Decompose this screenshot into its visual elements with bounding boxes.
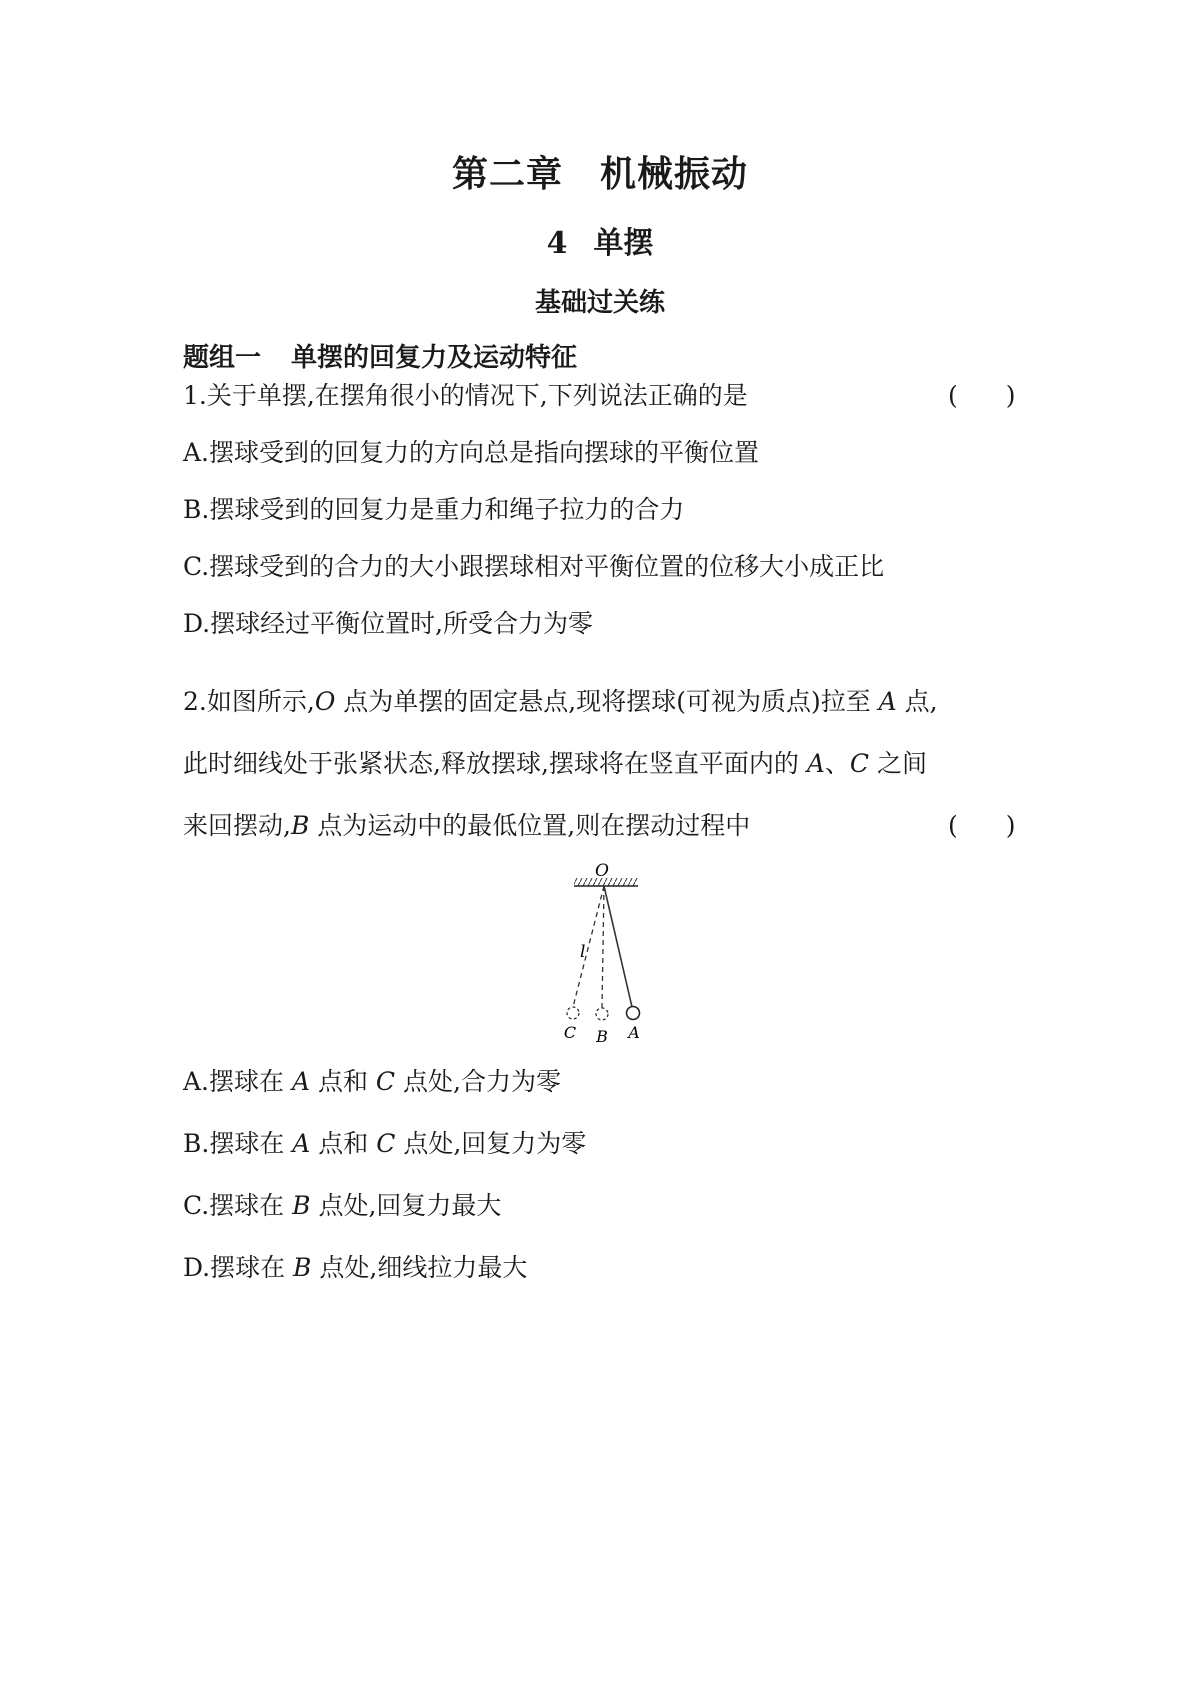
ball-position-b [596,1008,608,1020]
text-run: 点为运动中的最低位置,则在摆动过程中 [309,811,751,840]
variable: C [849,749,870,778]
text-run: B.摆球在 [183,1129,293,1158]
variable: B [293,1253,312,1282]
text-run: D.摆球在 [183,1253,294,1282]
ball-position-c [567,1007,579,1019]
variable: B [292,1191,311,1220]
text-run: 点处,回复力为零 [395,1129,587,1158]
chapter-title: 第二章 机械振动 [451,154,748,195]
question-2-option-c [183,1190,501,1222]
question-1-stem: 1.关于单摆,在摆角很小的情况下,下列说法正确的是 [183,381,748,410]
bracket-close: ) [1005,381,1016,410]
string-to-b [602,886,604,1008]
text-run: 点为单摆的固定悬点,现将摆球(可视为质点)拉至 [335,687,879,716]
section-title [0,218,1200,262]
question-group-title [183,337,577,374]
variable: A [878,687,897,716]
bracket-open: ( [948,381,958,410]
text-run: 此时细线处于张紧状态,释放摆球,摆球将在竖直平面内的 [183,749,807,778]
group-topic: 单摆的回复力及运动特征 [291,343,578,373]
text-run: C.摆球在 [183,1191,293,1220]
question-2-option-d [183,1252,527,1284]
variable: B [290,811,310,840]
section-name: 单摆 [593,226,654,261]
question-2-option-a [183,1066,561,1098]
variable: A [291,1067,311,1096]
text-run: 点处,细线拉力最大 [311,1253,528,1282]
ball-position-a [627,1007,640,1020]
variable: C [375,1067,396,1096]
question-2-stem-line-1 [183,686,938,718]
question-1-option-d: D.摆球经过平衡位置时,所受合力为零 [183,609,594,638]
subsection-title: 基础过关练 [534,288,665,318]
label-a: A [628,1023,640,1042]
text-run: 之间 [869,749,928,778]
group-label: 题组一 [183,343,262,373]
variable: C [376,1129,396,1158]
label-c: C [563,1023,577,1042]
text-run: 来回摆动, [183,811,291,840]
variable: A [292,1129,311,1158]
text-run: 2.如图所示, [183,687,315,716]
label-b: B [596,1027,608,1042]
bracket-open: ( [948,811,958,840]
question-1-answer-bracket [948,380,1016,412]
text-run: 点处,回复力最大 [310,1191,502,1220]
question-1-option-a: A.摆球受到的回复力的方向总是指向摆球的平衡位置 [183,438,760,467]
question-2-stem-line-3 [183,810,750,842]
question-1-option-c: C.摆球受到的合力的大小跟摆球相对平衡位置的位移大小成正比 [183,552,885,581]
question-2-stem-line-2 [183,748,927,780]
label-length: l [580,942,586,962]
section-number: 4 [546,226,568,261]
text-run: 点和 [310,1067,376,1096]
text-run: 点处,合力为零 [395,1067,561,1096]
variable: A [806,749,825,778]
string-to-a [604,886,632,1007]
text-run: 点, [896,687,938,716]
question-2-option-b [183,1128,586,1160]
variable: O [314,687,336,716]
label-o: O [595,862,609,881]
bracket-close: ) [1005,811,1016,840]
text-run: 点和 [310,1129,377,1158]
string-to-c [573,886,604,1007]
pendulum-diagram [540,862,650,1042]
question-2-answer-bracket [948,810,1016,842]
text-run: A.摆球在 [183,1067,292,1096]
question-1-option-b: B.摆球受到的回复力是重力和绳子拉力的合力 [183,495,685,524]
text-run: 、 [824,749,850,778]
